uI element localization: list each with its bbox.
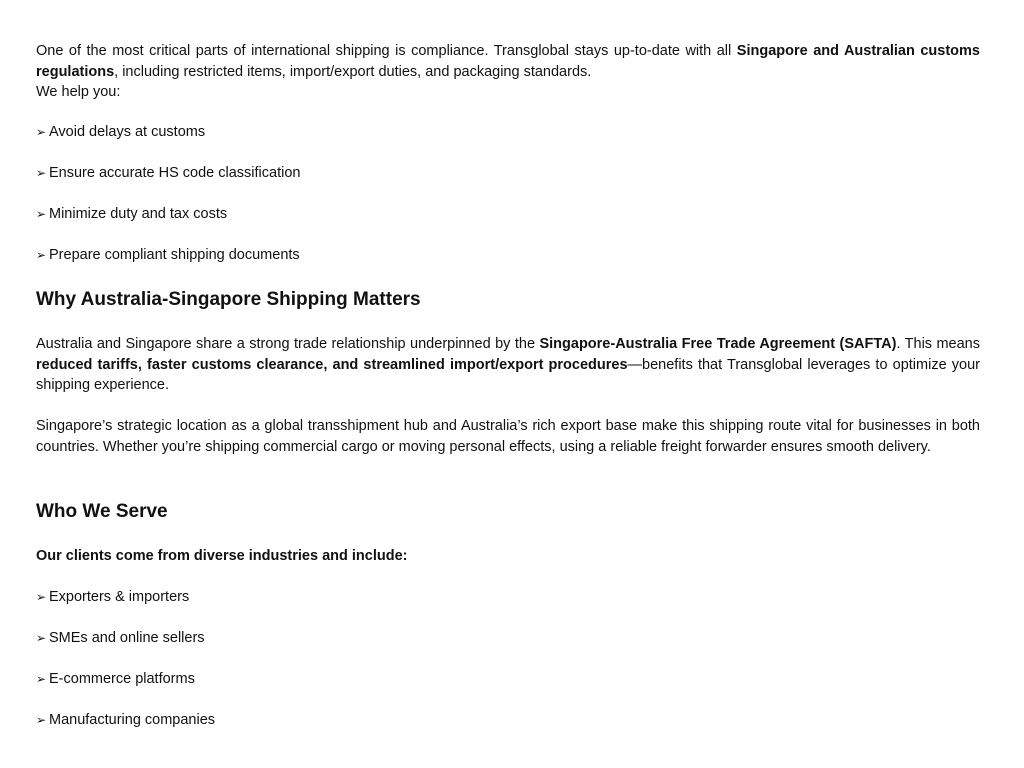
compliance-intro-text-end: , including restricted items, import/export duties, and packaging standards.	[114, 63, 592, 80]
list-item: ➢ Exporters & importers	[36, 589, 190, 605]
arrow-bullet-icon: ➢	[36, 125, 47, 139]
compliance-intro-text: One of the most critical parts of international shipping is compliance. Transglobal stays up-to-date with all	[36, 43, 737, 59]
list-item: ➢ Prepare compliant shipping documents	[36, 247, 300, 263]
arrow-bullet-icon: ➢	[36, 166, 47, 180]
benefits-bold: reduced tariffs, faster customs clearance, and streamlined import/export procedures	[36, 356, 628, 373]
arrow-bullet-icon: ➢	[36, 713, 47, 727]
list-item: ➢ Ensure accurate HS code classification	[36, 165, 301, 181]
compliance-intro-paragraph	[36, 41, 980, 82]
who-section-heading: Who We Serve	[36, 501, 168, 522]
arrow-bullet-icon: ➢	[36, 207, 47, 221]
list-item: ➢ Avoid delays at customs	[36, 124, 206, 140]
transshipment-paragraph: Singapore’s strategic location as a global transshipment hub and Australia’s rich export base make this shipping route vital for businesses in both countries. Whether you’re shipping commercial cargo or moving personal effects, using a reliable freight forwarder ensures smooth delivery.	[36, 418, 980, 455]
list-item: ➢ E-commerce platforms	[36, 671, 195, 687]
help-line: We help you:	[36, 84, 121, 100]
safta-bold: Singapore-Australia Free Trade Agreement (SAFTA)	[539, 336, 897, 352]
list-item: ➢ SMEs and online sellers	[36, 630, 205, 646]
arrow-bullet-icon: ➢	[36, 672, 47, 686]
why-section-heading: Why Australia-Singapore Shipping Matters	[36, 289, 421, 310]
list-item: ➢ Minimize duty and tax costs	[36, 206, 228, 222]
arrow-bullet-icon: ➢	[36, 248, 47, 262]
list-item: ➢ Manufacturing companies	[36, 712, 216, 728]
clients-subheading: Our clients come from diverse industries and include:	[36, 548, 408, 564]
arrow-bullet-icon: ➢	[36, 631, 47, 645]
safta-paragraph: Australia and Singapore share a strong trade relationship underpinned by the Singapore-Australia Free Trade Agreement (SAFTA). This means reduced tariffs, faster customs clearance, and streamlined import/export procedures—benefits that Transglobal leverages to optimize your shipping experience.	[36, 336, 980, 393]
compliance-intro-bold: Singapore and Australian customs regulations	[36, 43, 980, 80]
arrow-bullet-icon: ➢	[36, 590, 47, 604]
